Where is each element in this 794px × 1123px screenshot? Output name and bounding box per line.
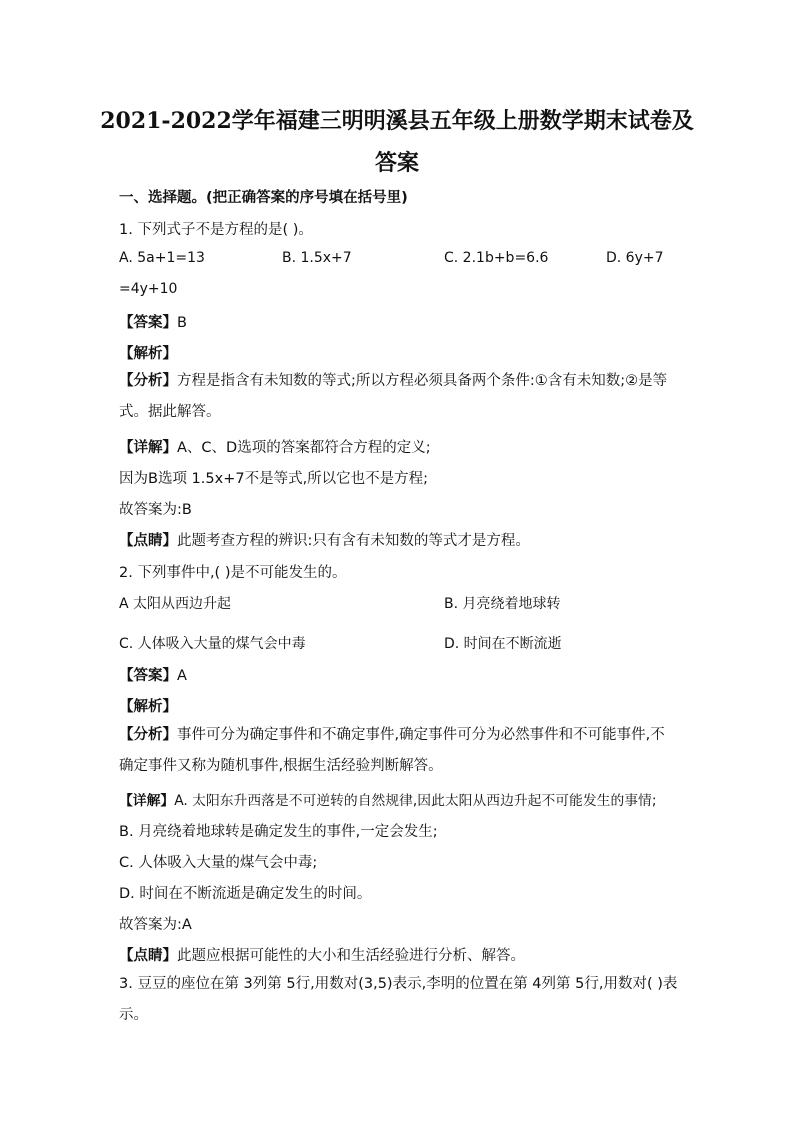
document-title bbox=[100, 100, 694, 184]
q2-option-a: A 太阳从西边升起 bbox=[119, 596, 232, 612]
q2-line-b: B. 月亮绕着地球转是确定发生的事件,一定会发生; bbox=[119, 824, 438, 840]
q1-because: 因为B选项 1.5x+7不是等式,所以它也不是方程; bbox=[119, 471, 429, 487]
q2-option-b: B. 月亮绕着地球转 bbox=[444, 596, 561, 612]
q2-xiangjie bbox=[119, 789, 656, 809]
q1-analysis-label: 【解析】 bbox=[119, 346, 177, 362]
q1-option-b: B. 1.5x+7 bbox=[282, 250, 352, 266]
dianjing-text: 此题考查方程的辨识:只有含有未知数的等式才是方程。 bbox=[177, 533, 530, 549]
q2-analysis-label: 【解析】 bbox=[119, 699, 177, 715]
q1-xiangjie bbox=[119, 436, 431, 457]
answer-label: 【答案】 bbox=[119, 315, 177, 331]
q2-line-d: D. 时间在不断流逝是确定发生的时间。 bbox=[119, 886, 372, 902]
xiangjie-text: A、C、D选项的答案都符合方程的定义; bbox=[177, 440, 431, 456]
q2-fenxi bbox=[119, 720, 679, 782]
q2-option-c: C. 人体吸入大量的煤气会中毒 bbox=[119, 636, 306, 652]
q3-stem: 3. 豆豆的座位在第 3列第 5行,用数对(3,5)表示,李明的位置在第 4列第 5行,用数对( )表示。 bbox=[119, 976, 678, 1023]
fenxi-text: 事件可分为确定事件和不确定事件,确定事件可分为必然事件和不可能事件,不确定事件又称为随机事件,根据生活经验判断解答。 bbox=[119, 727, 665, 774]
q1-option-d-cont: =4y+10 bbox=[119, 281, 178, 297]
q1-option-a: A. 5a+1=13 bbox=[119, 250, 205, 266]
q2-option-d: D. 时间在不断流逝 bbox=[444, 636, 562, 652]
q2-answer bbox=[119, 664, 187, 685]
q1-option-c: C. 2.1b+b=6.6 bbox=[444, 250, 549, 266]
dianjing-text: 此题应根据可能性的大小和生活经验进行分析、解答。 bbox=[177, 948, 525, 964]
q1-conclusion: 故答案为:B bbox=[119, 502, 192, 518]
xiangjie-label: 【详解】 bbox=[119, 793, 175, 809]
q2-line-c: C. 人体吸入大量的煤气会中毒; bbox=[119, 855, 318, 871]
title-line-1: 2021-2022学年福建三明明溪县五年级上册数学期末试卷及 bbox=[100, 108, 694, 134]
q1-answer bbox=[119, 311, 187, 332]
fenxi-label: 【分析】 bbox=[119, 727, 177, 743]
dianjing-label: 【点睛】 bbox=[119, 533, 177, 549]
xiangjie-label: 【详解】 bbox=[119, 440, 177, 456]
fenxi-text: 方程是指含有未知数的等式;所以方程必须具备两个条件:①含有未知数;②是等式。据此解答。 bbox=[119, 373, 668, 420]
q1-dianjing bbox=[119, 529, 530, 550]
section-heading: 一、选择题。(把正确答案的序号填在括号里) bbox=[119, 190, 408, 206]
dianjing-label: 【点睛】 bbox=[119, 948, 177, 964]
xiangjie-text: A. 太阳东升西落是不可逆转的自然规律,因此太阳从西边升起不可能发生的事情; bbox=[174, 793, 657, 809]
q1-fenxi bbox=[119, 366, 679, 428]
fenxi-label: 【分析】 bbox=[119, 373, 177, 389]
answer-label: 【答案】 bbox=[119, 668, 177, 684]
q1-stem: 1. 下列式子不是方程的是( )。 bbox=[119, 222, 313, 238]
q2-stem: 2. 下列事件中,( )是不可能发生的。 bbox=[119, 565, 347, 581]
q2-conclusion: 故答案为:A bbox=[119, 917, 192, 933]
answer-value: A bbox=[177, 668, 187, 684]
q2-dianjing bbox=[119, 944, 525, 965]
answer-value: B bbox=[177, 315, 187, 331]
q1-option-d: D. 6y+7 bbox=[606, 250, 664, 266]
title-line-2: 答案 bbox=[374, 150, 419, 176]
